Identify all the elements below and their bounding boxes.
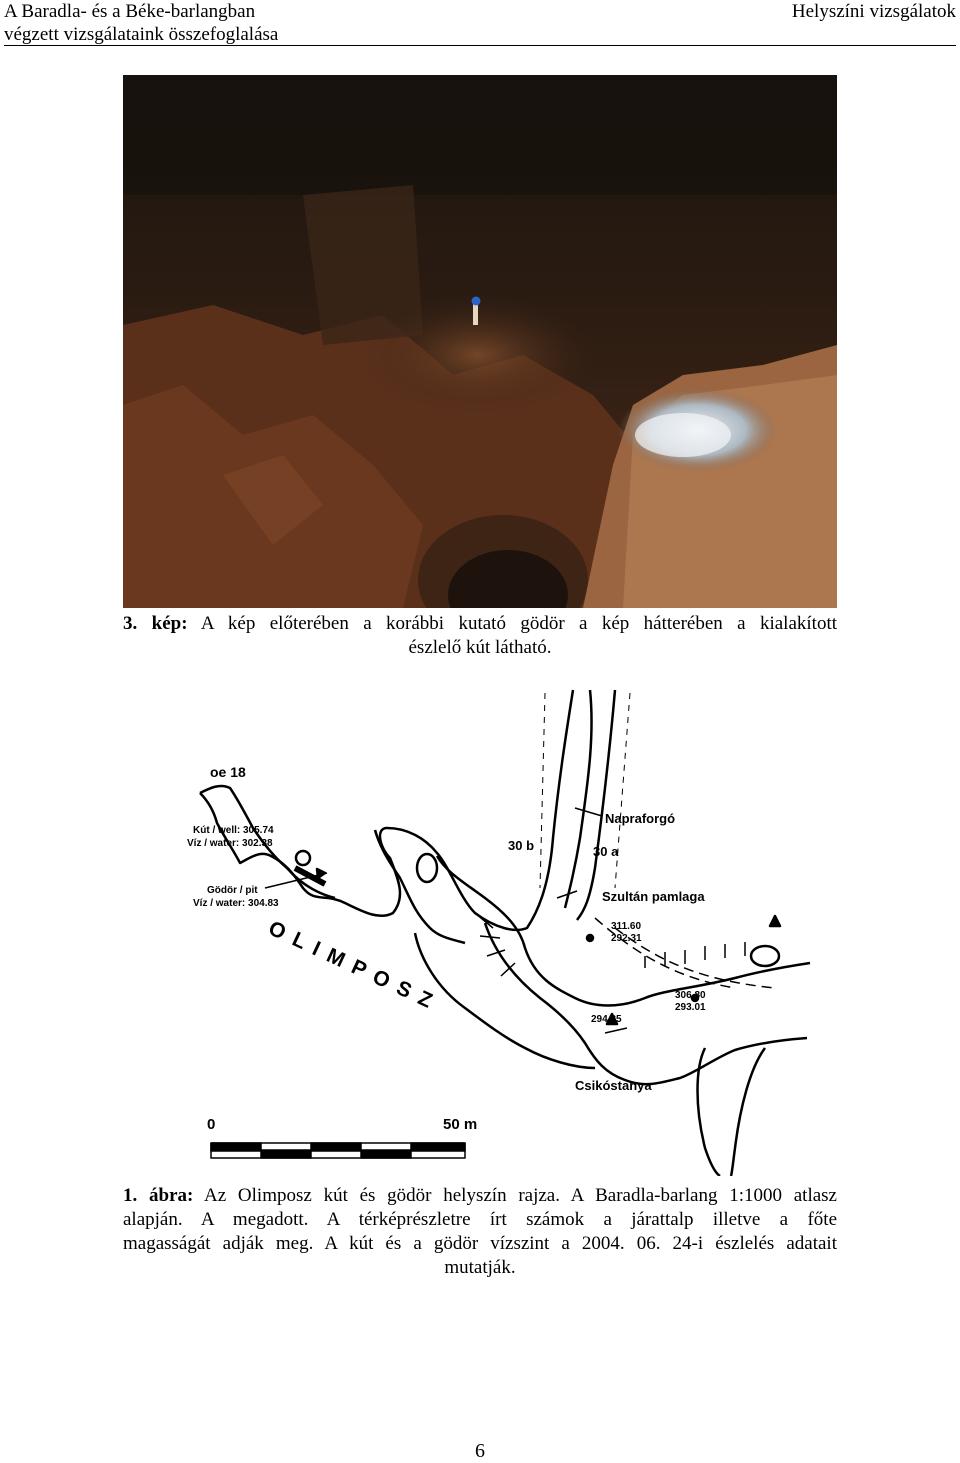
map-ridge-ticks: [645, 942, 745, 968]
map-csiko-pointer: [605, 1028, 627, 1033]
figure-caption: [123, 1184, 837, 1280]
map-outline-middle: [375, 830, 465, 943]
header-left-line1: A Baradla- és a Béke-barlangban: [4, 1, 256, 22]
running-header-left: [4, 0, 278, 46]
figure-caption-line2: alapján. A megadott. A térképrészletre írt számok a járattalp illetve a főte: [123, 1209, 837, 1230]
map-pillar-right: [751, 946, 779, 966]
figure-caption-line3: magasságát adják meg. A kút és a gödör vízszint a 2004. 06. 24-i észlelés adatait: [123, 1233, 837, 1254]
map-pillar: [417, 854, 437, 882]
map-outline-napraforgo-right: [577, 690, 615, 920]
label-well: Kút / well: 305.74: [193, 825, 274, 836]
page-number: 6: [475, 1440, 485, 1462]
header-rule: [4, 45, 956, 46]
photo-caption-label: 3. kép:: [123, 613, 188, 634]
photo-caption-text-line1: A kép előterében a korábbi kutató gödör a kép hátterében a kialakított: [200, 613, 838, 634]
photo-caption-text-line2: észlelő kút látható.: [408, 637, 552, 658]
running-header-right: Helyszíni vizsgálatok: [791, 1, 956, 22]
scale-bar: [211, 1143, 465, 1158]
map-point-1: [587, 935, 593, 941]
label-pit-water: Víz / water: 304.83: [193, 898, 279, 909]
figure-caption-label: 1. ábra:: [123, 1185, 194, 1206]
label-elev-293: 293.01: [675, 1002, 706, 1013]
label-elev-294: 294.35: [591, 1014, 622, 1025]
scale-label-start: 0: [207, 1116, 216, 1133]
label-olimposz: O L I M P O S Z: [264, 916, 438, 1014]
label-csikostanya: Csikóstanya: [575, 1078, 652, 1093]
photo-caption: [123, 612, 837, 660]
map-pit-arrowhead: [317, 869, 325, 878]
cave-map: [175, 688, 815, 1176]
label-oe: oe 18: [210, 764, 246, 780]
label-elev-292: 292.31: [611, 933, 642, 944]
label-napraforgo: Napraforgó: [605, 811, 676, 826]
label-elev-306: 306.80: [675, 990, 706, 1001]
scale-label-end: 50 m: [443, 1116, 478, 1133]
label-30b: 30 b: [508, 838, 535, 853]
figure-caption-line4: mutatják.: [444, 1257, 516, 1278]
map-point-4: [770, 916, 780, 926]
map-kut-hole: [296, 851, 310, 865]
label-elev-311: 311.60: [611, 921, 642, 932]
header-left-line2: végzett vizsgálataink összefoglalása: [4, 24, 279, 45]
label-szultan: Szultán pamlaga: [602, 889, 705, 904]
map-outline-lower-shaft-right: [731, 1048, 765, 1176]
map-outline-csiko: [415, 933, 595, 1068]
label-30a: 30 a: [593, 844, 619, 859]
figure-caption-line1: Az Olimposz kút és gödör helyszín rajza. A Baradla-barlang 1:1000 atlasz: [204, 1185, 837, 1206]
map-napraforgo-pointer: [575, 808, 602, 816]
label-well-water: Víz / water: 302.38: [187, 838, 273, 849]
label-pit: Gödör / pit: [207, 885, 258, 896]
cave-photo: [123, 75, 837, 608]
